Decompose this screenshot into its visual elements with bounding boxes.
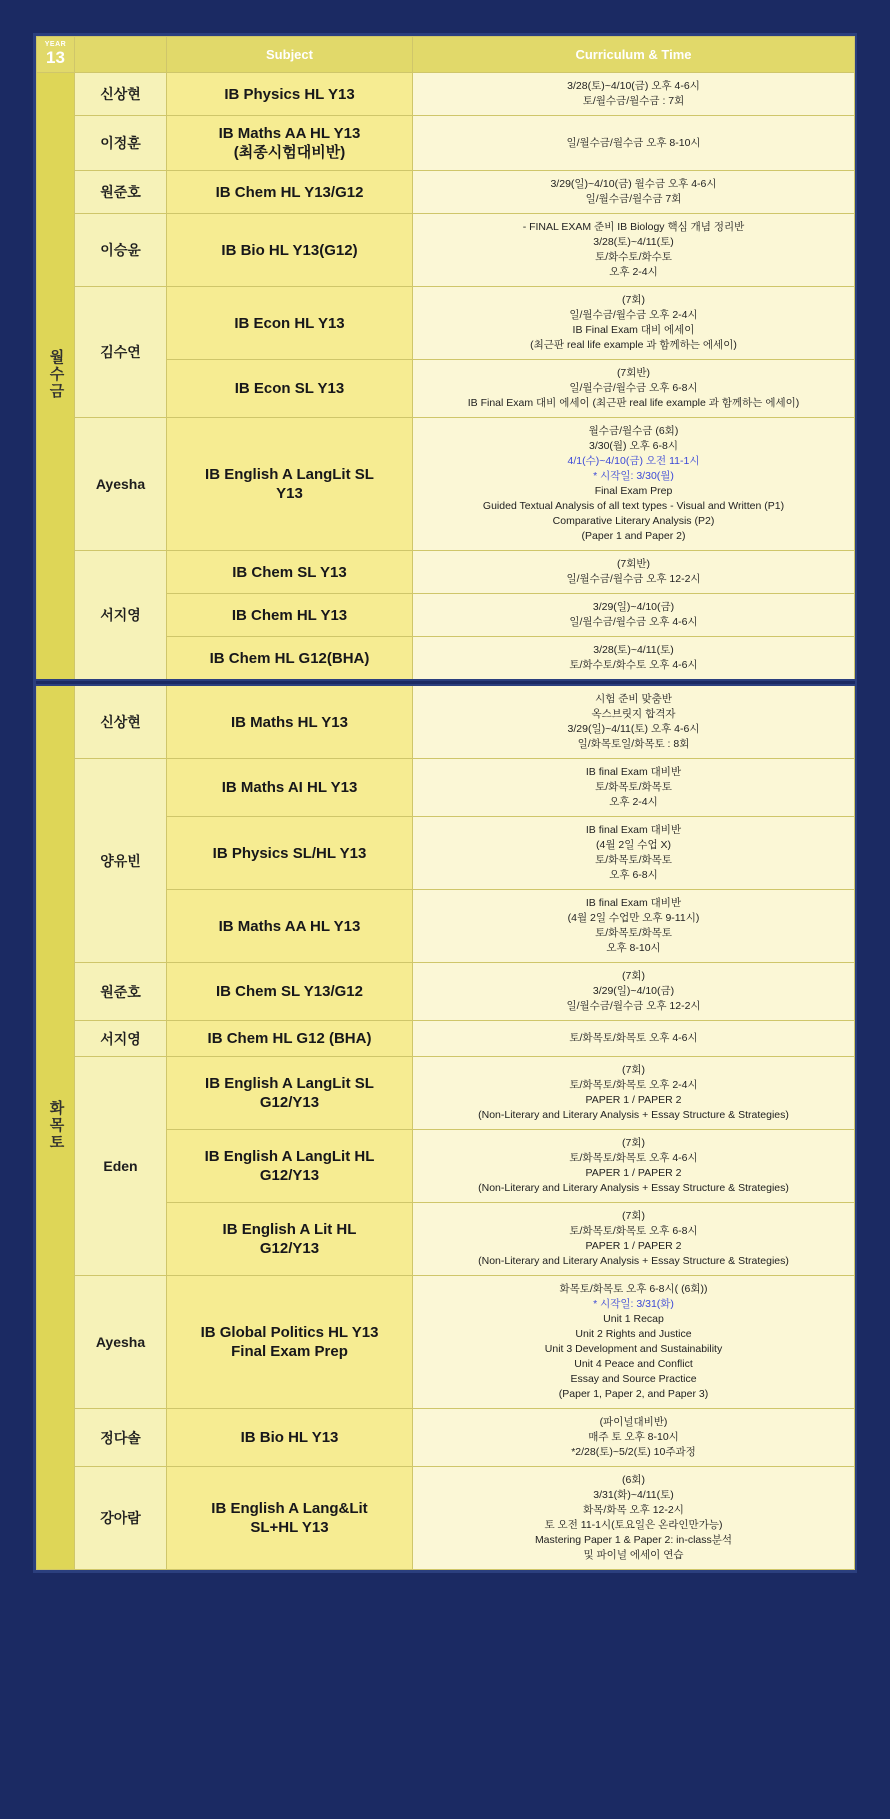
table-row: [37, 116, 855, 171]
subject-cell: IB English A LangLit HL G12/Y13: [167, 1130, 413, 1203]
curriculum-line: 일/월수금/월수금 오후 2-4시: [569, 309, 698, 321]
subject-cell: IB Chem SL Y13/G12: [167, 963, 413, 1021]
curriculum-line: 3/29(일)~4/10(금) 월수금 오후 4-6시: [550, 178, 717, 190]
table-row: [37, 418, 855, 551]
teacher-cell: 신상현: [75, 73, 167, 116]
table-row: [37, 551, 855, 594]
curriculum-line: 3/28(토)~4/10(금) 오후 4-6시: [567, 80, 700, 92]
curriculum-line: (7회반): [616, 367, 651, 379]
subject-cell: IB Chem HL G12 (BHA): [167, 1021, 413, 1057]
subject-cell: IB Maths AA HL Y13: [167, 890, 413, 963]
curriculum-line: 일/월수금/월수금 오후 8-10시: [566, 136, 701, 149]
year-number: 13: [46, 48, 65, 67]
curriculum-cell: [413, 214, 855, 287]
table-row: [37, 963, 855, 1021]
curriculum-line: (Non-Literary and Literary Analysis + Essay Structure & Strategies): [478, 1255, 789, 1267]
curriculum-line: 3/29(일)~4/10(금): [592, 601, 675, 613]
curriculum-cell: [413, 287, 855, 360]
subject-cell: IB Bio HL Y13(G12): [167, 214, 413, 287]
teacher-cell: Ayesha: [75, 1276, 167, 1409]
table-row: [37, 1021, 855, 1057]
curriculum-cell: [413, 418, 855, 551]
curriculum-line: 토/화목토/화목토 오후 6-8시: [569, 1225, 698, 1237]
curriculum-line: Comparative Literary Analysis (P2): [552, 515, 715, 527]
schedule-body: [37, 37, 855, 1570]
curriculum-line: Unit 3 Development and Sustainability: [544, 1343, 723, 1355]
header-curriculum: Curriculum & Time: [413, 37, 855, 73]
teacher-cell: Eden: [75, 1057, 167, 1276]
header-subject-left: [75, 37, 167, 73]
curriculum-line: 3/29(일)~4/10(금): [592, 985, 675, 997]
table-row: [37, 73, 855, 116]
curriculum-cell: [413, 759, 855, 817]
curriculum-line: 토/화목토/화목토 오후 4-6시: [569, 1152, 698, 1164]
curriculum-line: 일/월수금/월수금 오후 12-2시: [566, 1000, 701, 1012]
day-label: 월수금: [47, 348, 65, 400]
curriculum-line: (6회): [622, 1474, 645, 1486]
subject-cell: IB Econ SL Y13: [167, 360, 413, 418]
curriculum-line: 토/화수토/화수토: [595, 251, 672, 263]
teacher-cell: 신상현: [75, 685, 167, 759]
day-label: 화목토: [47, 1100, 65, 1151]
subject-cell: IB Maths AI HL Y13: [167, 759, 413, 817]
subject-cell: IB Chem HL Y13/G12: [167, 171, 413, 214]
curriculum-line: 일/화목토일/화목토 : 8회: [577, 738, 690, 750]
curriculum-line: Unit 1 Recap: [603, 1313, 664, 1325]
teacher-cell: 양유빈: [75, 759, 167, 963]
curriculum-line: Final Exam Prep: [594, 485, 673, 497]
curriculum-cell: [413, 360, 855, 418]
curriculum-line: 화목토/화목토 오후 6-8시( (6회)): [559, 1283, 708, 1295]
schedule-table: [36, 36, 855, 1570]
curriculum-line: 월수금/월수금 (6회): [588, 425, 679, 437]
curriculum-line: (4월 2일 수업만 오후 9-11시): [567, 912, 700, 924]
curriculum-line: 시험 준비 맞춤반: [595, 693, 672, 705]
curriculum-line: 3/28(토)~4/11(토): [593, 236, 674, 248]
curriculum-line: 토/화목토/화목토: [595, 854, 672, 866]
curriculum-cell: [413, 1057, 855, 1130]
curriculum-line: Mastering Paper 1 & Paper 2: in-class분석: [534, 1534, 733, 1546]
teacher-cell: 정다솔: [75, 1409, 167, 1467]
curriculum-line: IB final Exam 대비반: [585, 824, 682, 836]
curriculum-line: IB final Exam 대비반: [585, 897, 682, 909]
teacher-cell: Ayesha: [75, 418, 167, 551]
curriculum-cell: [413, 1467, 855, 1570]
subject-cell: IB Chem HL Y13: [167, 594, 413, 637]
curriculum-line: 일/월수금/월수금 오후 12-2시: [566, 573, 701, 585]
curriculum-line: (4월 2일 수업 X): [596, 839, 671, 851]
teacher-cell: 이정훈: [75, 116, 167, 171]
curriculum-line: (Non-Literary and Literary Analysis + Essay Structure & Strategies): [478, 1109, 789, 1121]
subject-cell: IB Chem HL G12(BHA): [167, 637, 413, 681]
day-cell: [37, 685, 75, 1570]
curriculum-line: (Paper 1, Paper 2, and Paper 3): [558, 1388, 709, 1400]
subject-cell: IB Bio HL Y13: [167, 1409, 413, 1467]
subject-cell: IB English A Lang&Lit SL+HL Y13: [167, 1467, 413, 1570]
teacher-cell: 이승윤: [75, 214, 167, 287]
subject-cell: IB Maths AA HL Y13 (최종시험대비반): [167, 116, 413, 171]
subject-cell: IB Econ HL Y13: [167, 287, 413, 360]
curriculum-line: Essay and Source Practice: [570, 1373, 697, 1385]
table-row: [37, 1467, 855, 1570]
curriculum-cell: [413, 73, 855, 116]
curriculum-line: IB final Exam 대비반: [585, 766, 682, 778]
table-row: [37, 1409, 855, 1467]
subject-cell: IB English A LangLit SL Y13: [167, 418, 413, 551]
curriculum-cell: [413, 685, 855, 759]
header-subject: Subject: [167, 37, 413, 73]
day-cell: [37, 73, 75, 681]
year-label: YEAR: [44, 41, 67, 48]
table-row: [37, 287, 855, 360]
teacher-cell: 강아람: [75, 1467, 167, 1570]
curriculum-line: (7회반): [616, 558, 651, 570]
curriculum-line: 토/월수금/월수금 : 7회: [582, 95, 685, 107]
curriculum-cell: [413, 116, 855, 171]
curriculum-cell: [413, 637, 855, 681]
curriculum-line: (최근판 real life example 과 함께하는 에세이): [530, 339, 737, 351]
curriculum-line: * 시작일: 3/31(화): [593, 1298, 674, 1310]
curriculum-cell: [413, 1130, 855, 1203]
year-badge: [37, 37, 75, 73]
subject-cell: IB Physics SL/HL Y13: [167, 817, 413, 890]
curriculum-line: 오후 8-10시: [606, 942, 661, 954]
curriculum-cell: [413, 890, 855, 963]
curriculum-line: (파이널대비반): [599, 1416, 668, 1428]
subject-cell: IB Chem SL Y13: [167, 551, 413, 594]
teacher-cell: 김수연: [75, 287, 167, 418]
curriculum-cell: [413, 551, 855, 594]
curriculum-line: 토/화목토/화목토: [595, 927, 672, 939]
curriculum-line: (7회): [622, 294, 645, 306]
subject-cell: IB Maths HL Y13: [167, 685, 413, 759]
curriculum-line: 일/월수금/월수금 오후 4-6시: [569, 616, 698, 628]
curriculum-cell: [413, 817, 855, 890]
curriculum-line: - FINAL EXAM 준비 IB Biology 핵심 개념 정리반: [522, 221, 745, 233]
curriculum-line: 화목/화목 오후 12-2시: [583, 1504, 684, 1516]
curriculum-line: 토/화수토/화수토 오후 4-6시: [569, 659, 698, 671]
subject-cell: IB Global Politics HL Y13 Final Exam Prep: [167, 1276, 413, 1409]
curriculum-cell: [413, 1276, 855, 1409]
table-header-row: [37, 37, 855, 73]
curriculum-line: PAPER 1 / PAPER 2: [585, 1167, 682, 1179]
curriculum-line: 오후 2-4시: [609, 266, 658, 278]
curriculum-line: Unit 2 Rights and Justice: [575, 1328, 692, 1340]
curriculum-line: 3/30(월) 오후 6-8시: [588, 440, 678, 452]
table-row: [37, 759, 855, 817]
curriculum-line: 토/화목토/화목토 오후 4-6시: [569, 1032, 698, 1044]
curriculum-line: 3/28(토)~4/11(토): [593, 644, 674, 656]
table-row: [37, 685, 855, 759]
curriculum-line: 및 파이널 에세이 연습: [583, 1549, 684, 1561]
curriculum-line: 4/1(수)~4/10(금) 오전 11-1시: [567, 455, 700, 467]
teacher-cell: 서지영: [75, 551, 167, 681]
curriculum-line: 일/월수금/월수금 오후 6-8시: [569, 382, 698, 394]
curriculum-line: Guided Textual Analysis of all text types - Visual and Written (P1): [482, 500, 785, 512]
curriculum-line: Unit 4 Peace and Conflict: [574, 1358, 693, 1370]
curriculum-line: PAPER 1 / PAPER 2: [585, 1094, 682, 1106]
teacher-cell: 서지영: [75, 1021, 167, 1057]
curriculum-line: PAPER 1 / PAPER 2: [585, 1240, 682, 1252]
curriculum-line: 옥스브릿지 합격자: [591, 708, 676, 720]
curriculum-cell: [413, 594, 855, 637]
curriculum-line: (7회): [622, 1137, 645, 1149]
table-row: [37, 1057, 855, 1130]
subject-cell: IB Physics HL Y13: [167, 73, 413, 116]
curriculum-cell: [413, 963, 855, 1021]
curriculum-cell: [413, 1203, 855, 1276]
curriculum-line: *2/28(토)~5/2(토) 10주과정: [571, 1446, 696, 1458]
curriculum-line: 오후 2-4시: [609, 796, 658, 808]
teacher-cell: 원준호: [75, 171, 167, 214]
curriculum-line: 토/화목토/화목토: [595, 781, 672, 793]
curriculum-cell: [413, 1021, 855, 1057]
schedule-sheet: [33, 33, 857, 1573]
subject-cell: IB English A LangLit SL G12/Y13: [167, 1057, 413, 1130]
table-row: [37, 214, 855, 287]
curriculum-line: 오후 6-8시: [609, 869, 658, 881]
table-row: [37, 1276, 855, 1409]
subject-cell: IB English A Lit HL G12/Y13: [167, 1203, 413, 1276]
curriculum-line: 일/월수금/월수금 7회: [585, 193, 682, 205]
curriculum-line: IB Final Exam 대비 에세이 (최근판 real life example 과 함께하는 에세이): [467, 397, 800, 409]
curriculum-line: (Non-Literary and Literary Analysis + Essay Structure & Strategies): [478, 1182, 789, 1194]
curriculum-line: 토/화목토/화목토 오후 2-4시: [569, 1079, 698, 1091]
curriculum-line: * 시작일: 3/30(월): [593, 470, 674, 482]
curriculum-line: 3/29(일)~4/11(토) 오후 4-6시: [567, 723, 700, 735]
curriculum-line: (7회): [622, 1064, 645, 1076]
curriculum-line: (Paper 1 and Paper 2): [581, 530, 686, 542]
curriculum-line: (7회): [622, 1210, 645, 1222]
curriculum-cell: [413, 1409, 855, 1467]
table-row: [37, 171, 855, 214]
teacher-cell: 원준호: [75, 963, 167, 1021]
curriculum-line: 토 오전 11-1시(토요일은 온라인만가능): [544, 1519, 723, 1531]
curriculum-line: (7회): [622, 970, 645, 982]
curriculum-line: 매주 토 오후 8-10시: [588, 1431, 679, 1443]
curriculum-cell: [413, 171, 855, 214]
curriculum-line: IB Final Exam 대비 에세이: [572, 324, 695, 336]
curriculum-line: 3/31(화)~4/11(토): [593, 1489, 674, 1501]
